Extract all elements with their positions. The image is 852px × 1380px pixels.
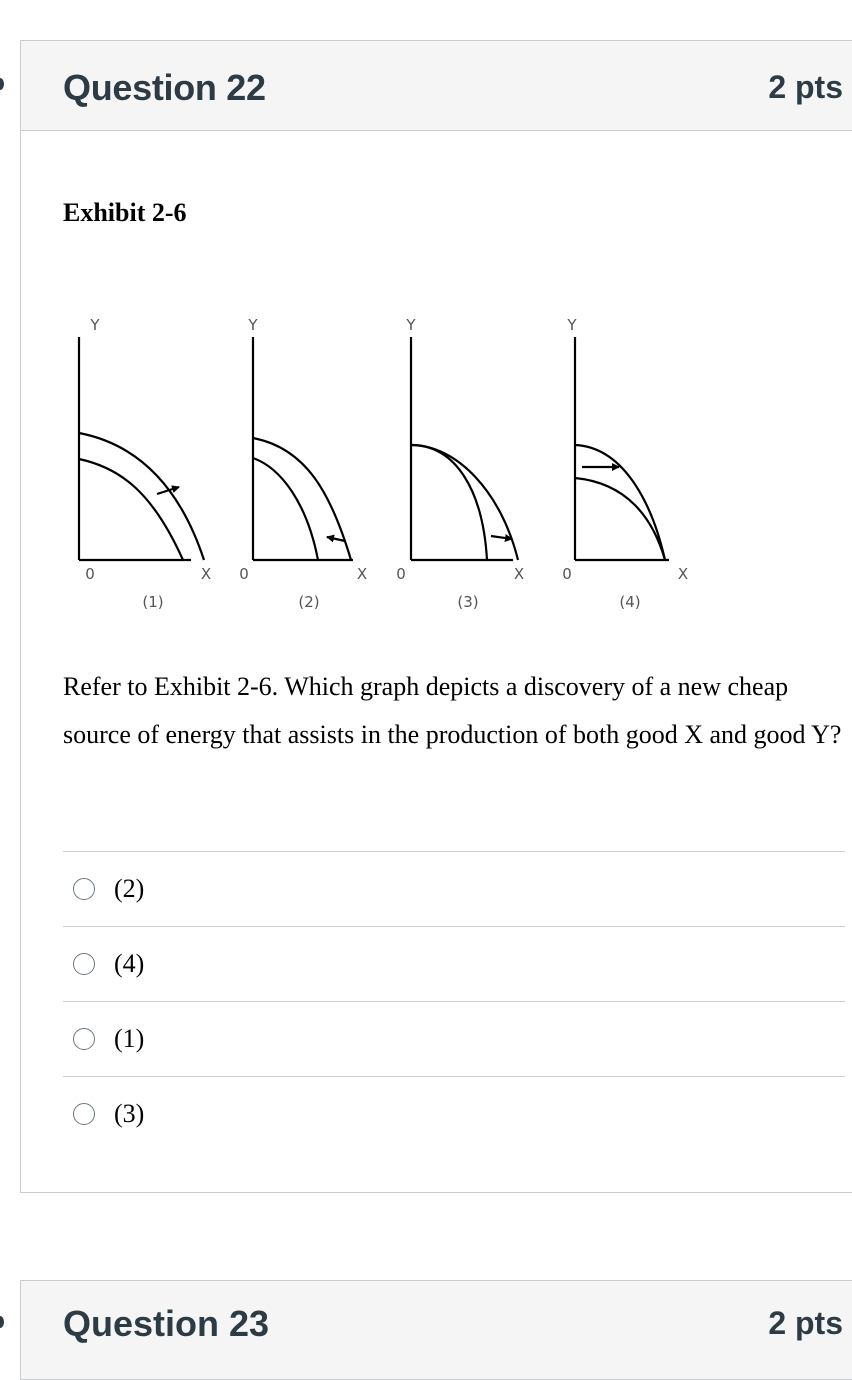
graph-4-label: (4) [619,593,641,611]
answer-list [63,851,845,1151]
answer-option[interactable] [63,1076,845,1151]
graph-4-inner-curve [575,478,665,560]
question-header [21,41,852,131]
radio-icon[interactable] [73,1028,95,1050]
graph-1-origin-label: 0 [85,565,95,583]
graph-1 [79,316,211,611]
graph-2-inner-curve [253,458,318,560]
graph-2-y-label: Y [248,316,258,334]
graph-3 [396,316,524,611]
radio-icon[interactable] [73,953,95,975]
exhibit-title: Exhibit 2-6 [63,198,187,227]
graph-2-label: (2) [298,593,320,611]
graph-3-inner-curve [411,445,487,560]
graph-1-y-label: Y [90,316,100,334]
graph-2-origin-label: 0 [239,565,249,583]
answer-label: (2) [114,874,145,903]
question-title: Question 22 [63,67,266,108]
graph-2-inward-arrow [327,537,345,541]
question-text: Refer to Exhibit 2-6. Which graph depicts a discovery of a new cheap source of energy that assists in the production of both good X and good Y? [63,672,842,749]
answer-option[interactable] [63,926,845,1001]
graph-2 [239,316,367,611]
answer-option[interactable] [63,851,845,926]
question-card [20,40,852,1193]
graph-1-inner-curve [79,459,183,560]
graph-4-x-label: X [677,565,689,583]
graph-3-y-label: Y [406,316,416,334]
answer-label: (1) [114,1024,145,1053]
next-question-points: 2 pts [768,1305,843,1341]
graph-1-x-label: X [200,565,212,583]
graph-3-outer-curve [411,445,518,560]
graph-3-x-label: X [513,565,525,583]
next-question-marker [0,1316,4,1328]
radio-icon[interactable] [73,878,95,900]
next-question-title: Question 23 [63,1303,270,1344]
question-marker [0,78,4,90]
graph-2-x-label: X [356,565,368,583]
question-points: 2 pts [768,69,843,105]
answer-option[interactable] [63,1001,845,1076]
graph-1-outer-curve [79,433,204,560]
exhibit-figure [61,273,701,618]
next-question-card [20,1280,852,1380]
answer-label: (4) [114,949,145,978]
graph-3-label: (3) [457,593,479,611]
graph-4-y-label: Y [567,316,577,334]
radio-icon[interactable] [73,1103,95,1125]
answer-label: (3) [114,1099,145,1128]
graph-4-outer-curve [575,445,665,560]
graph-2-outer-curve [253,438,351,560]
graph-1-label: (1) [142,593,164,611]
graph-3-origin-label: 0 [396,565,406,583]
graph-3-outward-arrow [491,536,512,539]
graph-4 [562,316,688,611]
graph-4-origin-label: 0 [562,565,572,583]
